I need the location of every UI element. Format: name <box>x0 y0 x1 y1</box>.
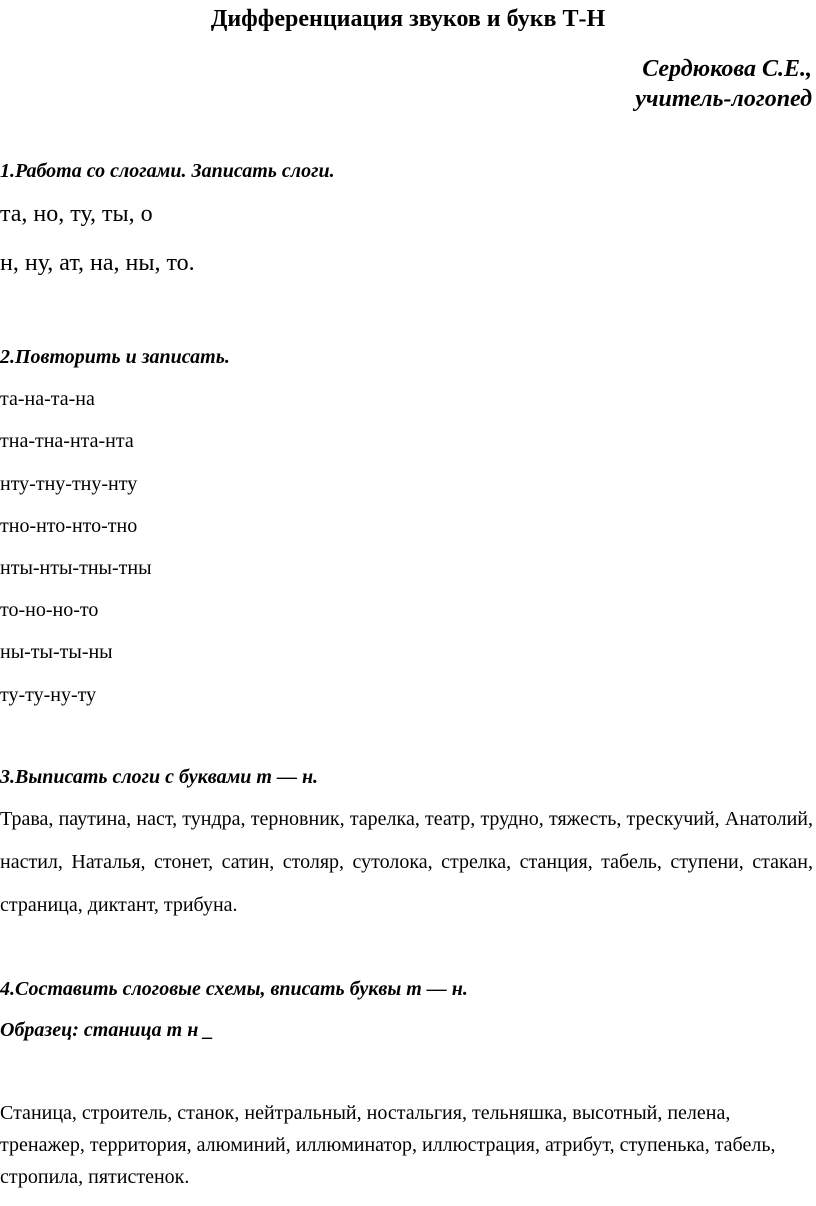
syllable-row: ны-ты-ты-ны <box>0 641 113 663</box>
section-4-heading: 4.Составить слоговые схемы, вписать буквы т — н. <box>0 978 468 1000</box>
syllable-row: нту-тну-тну-нту <box>0 473 138 495</box>
syllable-row: та-на-та-на <box>0 388 95 410</box>
syllable-line: та, но, ту, ты, о <box>0 201 153 227</box>
syllable-line: н, ну, ат, на, ны, то. <box>0 250 195 276</box>
sample-line: Образец: станица т н _ <box>0 1019 214 1041</box>
author-name: Сердюкова С.Е., <box>642 56 812 82</box>
syllable-row: тно-нто-нто-тно <box>0 515 138 537</box>
word-list: Трава, паутина, наст, тундра, терновник, тарелка, театр, трудно, тяжесть, трескучий, Анатолий, настил, Наталья, стонет, сатин, столяр, сутолока, стрелка, станция, табель, ступени, стакан, страница, диктант, трибуна. <box>0 808 813 916</box>
document-title: Дифференциация звуков и букв Т-Н <box>210 6 606 32</box>
author-block <box>635 54 812 114</box>
syllable-row: тна-тна-нта-нта <box>0 430 134 452</box>
syllable-row: нты-нты-тны-тны <box>0 557 152 579</box>
section-2-heading: 2.Повторить и записать. <box>0 346 230 368</box>
section-3-heading: 3.Выписать слоги с буквами т — н. <box>0 766 319 788</box>
syllable-row: то-но-но-то <box>0 599 99 621</box>
syllable-row: ту-ту-ну-ту <box>0 684 97 706</box>
section-1-heading: 1.Работа со слогами. Записать слоги. <box>0 160 335 182</box>
author-role: учитель-логопед <box>635 86 812 112</box>
word-list: Станица, строитель, станок, нейтральный, ностальгия, тельняшка, высотный, пелена, тренажер, территория, алюминий, иллюминатор, иллюстрация, атрибут, ступенька, табель, стропила, пятистенок. <box>0 1102 776 1188</box>
